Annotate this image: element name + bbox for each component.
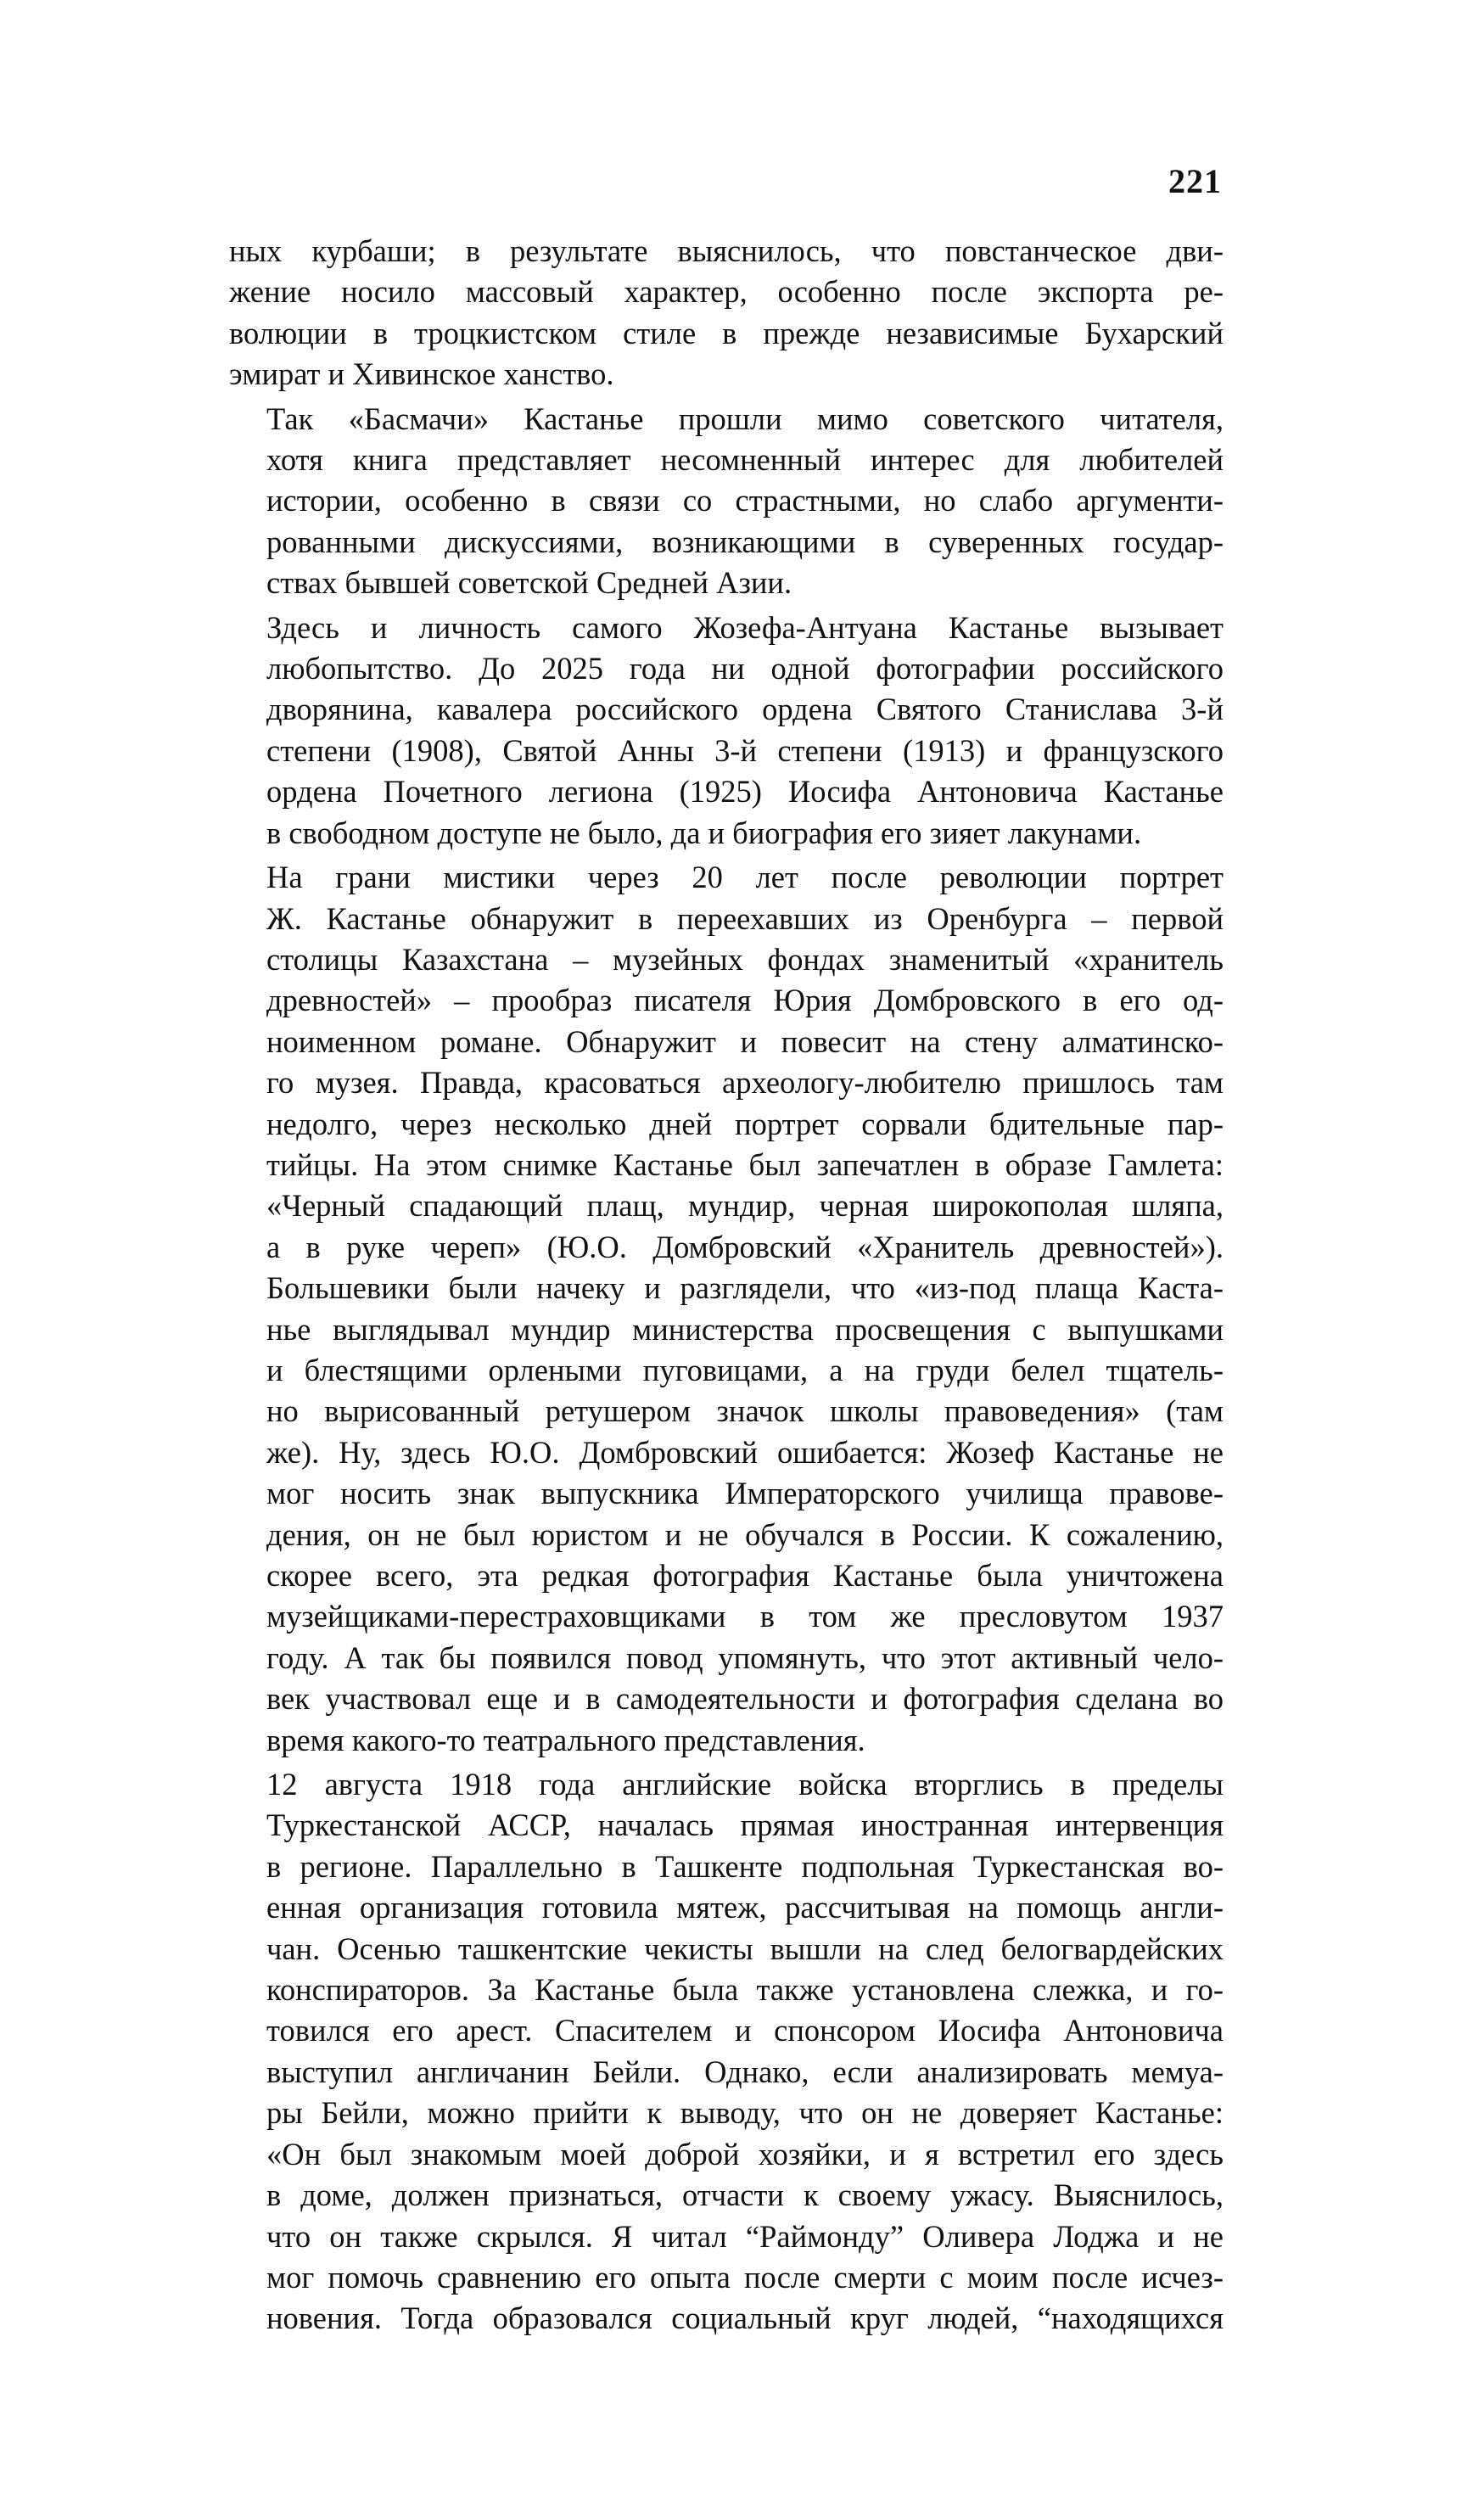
- text-line: любопытство. До 2025 года ни одной фотографии российского: [266, 651, 1224, 686]
- text-line: хотя книга представляет несомненный интерес для любителей: [266, 442, 1224, 478]
- text-line: конспираторов. За Кастанье была также установлена слежка, и го-: [266, 1972, 1224, 2008]
- text-line: ствах бывшей советской Средней Азии.: [266, 565, 792, 601]
- text-line: рованными дискуссиями, возникающими в суверенных государ-: [266, 524, 1224, 559]
- text-line: недолго, через несколько дней портрет сорвали бдительные пар-: [266, 1106, 1224, 1141]
- text-line: же). Ну, здесь Ю.О. Домбровский ошибается: Жозеф Кастанье не: [266, 1434, 1224, 1470]
- text-line: древностей» – прообраз писателя Юрия Домбровского в его од-: [266, 983, 1224, 1018]
- text-line: году. А так бы появился повод упомянуть, что этот активный чело-: [266, 1639, 1224, 1675]
- text-line: в свободном доступе не было, да и биография его зияет лакунами.: [266, 815, 1142, 850]
- text-line: го музея. Правда, красоваться археологу-любителю пришлось там: [266, 1065, 1224, 1101]
- text-line: но вырисованный ретушером значок школы правоведения» (там: [266, 1393, 1224, 1429]
- text-line: 12 августа 1918 года английские войска вторглись в пределы: [266, 1767, 1224, 1802]
- text-line: эмират и Хивинское ханство.: [229, 356, 614, 392]
- text-line: мог носить знак выпускника Императорского училища правове-: [266, 1476, 1224, 1511]
- body-text: [229, 231, 1224, 2340]
- text-line: ных курбаши; в результате выяснилось, что повстанческое дви-: [229, 233, 1224, 268]
- paragraph: [229, 608, 1224, 854]
- text-line: Здесь и личность самого Жозефа-Антуана Кастанье вызывает: [266, 609, 1224, 645]
- text-line: ры Бейли, можно прийти к выводу, что он не доверяет Кастанье:: [266, 2095, 1224, 2131]
- paragraph: [229, 857, 1224, 1761]
- text-line: степени (1908), Святой Анны 3-й степени (1913) и французского: [266, 732, 1224, 768]
- text-line: ноименном романе. Обнаружит и повесит на стену алматинско-: [266, 1023, 1224, 1059]
- text-line: тийцы. На этом снимке Кастанье был запечатлен в образе Гамлета:: [266, 1146, 1224, 1182]
- text-line: нье выглядывал мундир министерства просвещения с выпушками: [266, 1311, 1224, 1347]
- text-line: в регионе. Параллельно в Ташкенте подпольная Туркестанская во-: [266, 1848, 1224, 1884]
- text-line: век участвовал еще и в самодеятельности и фотография сделана во: [266, 1681, 1224, 1717]
- paragraph: [229, 231, 1224, 395]
- text-line: мог помочь сравнению его опыта после смерти с моим после исчез-: [266, 2259, 1224, 2295]
- text-line: Большевики были начеку и разглядели, что «из-под плаща Каста-: [266, 1270, 1224, 1306]
- text-line: Ж. Кастанье обнаружит в переехавших из Оренбурга – первой: [266, 900, 1224, 936]
- text-line: время какого-то театрального представления.: [266, 1722, 865, 1757]
- text-line: истории, особенно в связи со страстными, но слабо аргументи-: [266, 483, 1224, 518]
- text-line: и блестящими орлеными пуговицами, а на груди белел тщатель-: [266, 1352, 1224, 1387]
- text-line: На грани мистики через 20 лет после революции портрет: [266, 860, 1224, 895]
- text-line: «Черный спадающий плащ, мундир, черная широкополая шляпа,: [266, 1188, 1224, 1224]
- paragraph: [229, 1764, 1224, 2340]
- text-line: волюции в троцкистском стиле в прежде независимые Бухарский: [229, 315, 1224, 350]
- text-line: дворянина, кавалера российского ордена Святого Станислава 3-й: [266, 692, 1224, 727]
- text-line: Туркестанской АССР, началась прямая иностранная интервенция: [266, 1807, 1224, 1843]
- text-line: что он также скрылся. Я читал “Раймонду” Оливера Лоджа и не: [266, 2218, 1224, 2254]
- text-line: столицы Казахстана – музейных фондах знаменитый «хранитель: [266, 941, 1224, 977]
- text-line: а в руке череп» (Ю.О. Домбровский «Хранитель древностей»).: [266, 1229, 1224, 1264]
- text-line: Так «Басмачи» Кастанье прошли мимо советского читателя,: [266, 401, 1224, 436]
- page-number: 221: [1168, 162, 1222, 200]
- text-line: в доме, должен признаться, отчасти к своему ужасу. Выяснилось,: [266, 2177, 1224, 2213]
- text-line: выступил англичанин Бейли. Однако, если анализировать мемуа-: [266, 2054, 1224, 2089]
- text-line: дения, он не был юристом и не обучался в России. К сожалению,: [266, 1516, 1224, 1552]
- text-line: музейщиками-перестраховщиками в том же пресловутом 1937: [266, 1599, 1224, 1634]
- text-line: ордена Почетного легиона (1925) Иосифа Антоновича Кастанье: [266, 774, 1224, 810]
- paragraph: [229, 399, 1224, 604]
- text-line: новения. Тогда образовался социальный круг людей, “находящихся: [266, 2300, 1224, 2336]
- text-line: жение носило массовый характер, особенно после экспорта ре-: [229, 274, 1224, 310]
- text-line: чан. Осенью ташкентские чекисты вышли на след белогвардейских: [266, 1931, 1224, 1966]
- text-line: енная организация готовила мятеж, рассчитывая на помощь англи-: [266, 1890, 1224, 1925]
- text-line: скорее всего, эта редкая фотография Кастанье была уничтожена: [266, 1558, 1224, 1593]
- text-line: «Он был знакомым моей доброй хозяйки, и я встретил его здесь: [266, 2136, 1224, 2172]
- text-line: товился его арест. Спасителем и спонсором Иосифа Антоновича: [266, 2013, 1224, 2048]
